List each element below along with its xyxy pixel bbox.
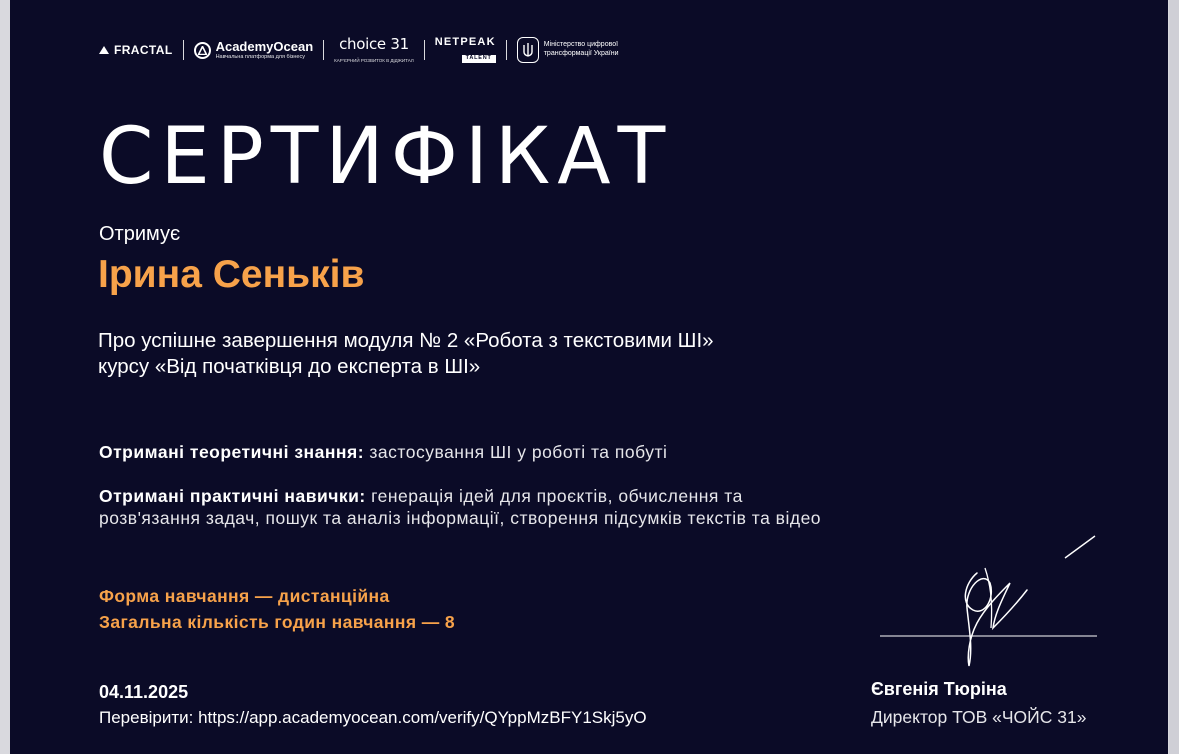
total-hours: Загальна кількість годин навчання — 8	[99, 612, 456, 632]
knowledge-value: застосування ШІ у роботі та побуті	[369, 442, 668, 462]
trident-icon	[517, 37, 539, 63]
choice-logo	[334, 34, 414, 64]
fractal-logo	[99, 43, 173, 57]
skills-row	[99, 485, 999, 529]
fractal-mark-icon	[99, 46, 109, 54]
recipient-name: Ірина Сеньків	[98, 253, 365, 296]
logo-divider	[323, 40, 324, 60]
certificate-title: СЕРТИФІКАТ	[99, 112, 673, 202]
issue-date: 04.11.2025	[99, 682, 189, 702]
skills-label: Отримані практичні навички:	[99, 486, 366, 506]
choice-tagline: КАР'ЄРНИЙ РОЗВИТОК В ДІДЖИТАЛ	[334, 57, 414, 63]
description-line: Про успішне завершення модуля № 2 «Робота з текстовими ШІ»	[98, 329, 714, 352]
received-label: Отримує	[99, 223, 181, 245]
academy-ocean-icon	[194, 42, 211, 59]
knowledge-label: Отримані теоретичні знання:	[99, 442, 365, 462]
logo-divider	[183, 40, 184, 60]
skills-value-continued: розв'язання задач, пошук та аналіз інформації, створення підсумків текстів та відео	[99, 508, 822, 528]
ministry-name: Міністерство цифрової трансформації України	[543, 41, 619, 57]
description-line: курсу «Від початківця до експерта в ШІ»	[98, 355, 481, 378]
netpeak-talent-badge: TALENT	[462, 55, 496, 63]
netpeak-logo	[435, 37, 496, 63]
certificate-page	[10, 0, 1168, 754]
signature-image	[865, 528, 1105, 673]
page-edge	[1169, 0, 1179, 754]
partner-logos	[99, 35, 654, 65]
verify-link[interactable]: Перевірити: https://app.academyocean.com/verify/QYppMzBFY1Skj5yO	[99, 708, 647, 727]
choice-wordmark: choice 31	[339, 34, 409, 53]
signer-role: Директор ТОВ «ЧОЙС 31»	[871, 707, 1087, 727]
skills-value: генерація ідей для проєктів, обчислення та	[371, 486, 743, 506]
academy-ocean-tagline: Навчальна платформа для бізнесу	[215, 53, 305, 60]
fractal-wordmark: FRACTAL	[114, 43, 173, 57]
knowledge-row	[99, 442, 667, 463]
logo-divider	[506, 40, 507, 60]
ministry-logo	[517, 37, 654, 63]
study-form: Форма навчання — дистанційна	[99, 586, 390, 606]
signer-name: Євгенія Тюріна	[871, 679, 1007, 699]
academy-ocean-wordmark: AcademyOcean	[215, 38, 314, 54]
netpeak-wordmark: NETPEAK	[434, 36, 496, 49]
academy-ocean-logo	[194, 40, 314, 61]
logo-divider	[424, 40, 425, 60]
completion-description	[98, 328, 918, 380]
